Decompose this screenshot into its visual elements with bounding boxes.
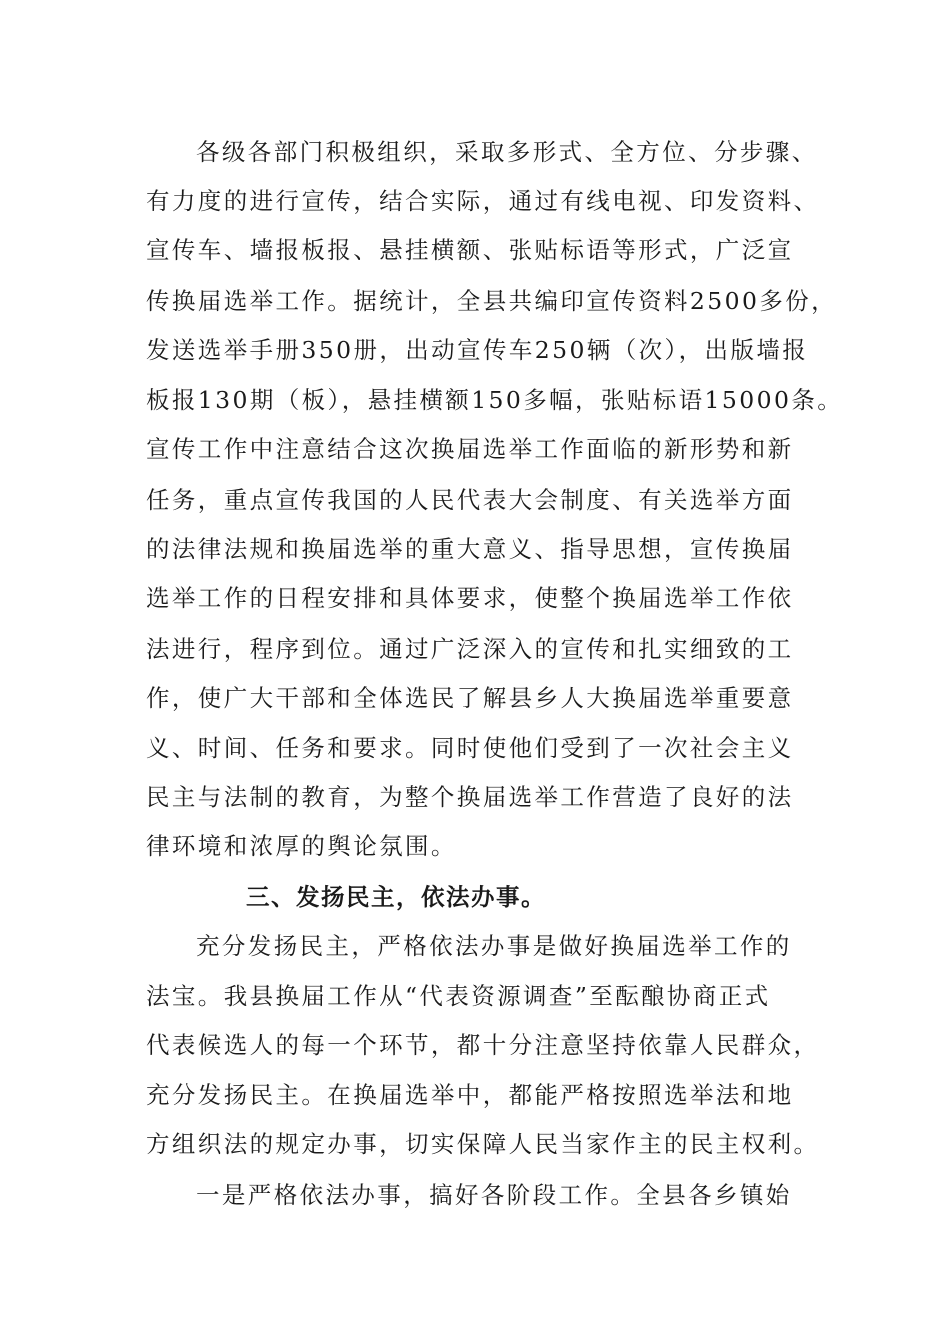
- paragraph-line: 民主与法制的教育，为整个换届选举工作营造了良好的法: [146, 783, 794, 811]
- paragraph-line: 充分发扬民主。在换届选举中，都能严格按照选举法和地: [146, 1081, 794, 1109]
- paragraph-line: 发送选举手册350册，出动宣传车250辆（次），出版墙报: [146, 336, 809, 364]
- paragraph-line: 有力度的进行宣传，结合实际，通过有线电视、印发资料、: [146, 187, 820, 215]
- paragraph-line: 传换届选举工作。据统计，全县共编印宣传资料2500多份，: [146, 287, 838, 315]
- paragraph-line: 任务，重点宣传我国的人民代表大会制度、有关选举方面: [146, 486, 794, 514]
- paragraph-line: 法进行，程序到位。通过广泛深入的宣传和扎实细致的工: [146, 635, 794, 663]
- paragraph-line: 选举工作的日程安排和具体要求，使整个换届选举工作依: [146, 584, 794, 612]
- paragraph-line: 充分发扬民主，严格依法办事是做好换届选举工作的: [196, 932, 792, 960]
- paragraph-line: 各级各部门积极组织，采取多形式、全方位、分步骤、: [196, 138, 818, 166]
- paragraph-line: 的法律法规和换届选举的重大意义、指导思想，宣传换届: [146, 535, 794, 563]
- paragraph-line: 义、时间、任务和要求。同时使他们受到了一次社会主义: [146, 734, 794, 762]
- paragraph-line: 作，使广大干部和全体选民了解县乡人大换届选举重要意: [146, 684, 794, 712]
- paragraph-line: 代表候选人的每一个环节，都十分注意坚持依靠人民群众，: [146, 1031, 820, 1059]
- paragraph-line: 一是严格依法办事，搞好各阶段工作。全县各乡镇始: [196, 1181, 792, 1209]
- paragraph-line: 宣传工作中注意结合这次换届选举工作面临的新形势和新: [146, 435, 794, 463]
- paragraph-line: 宣传车、墙报板报、悬挂横额、张贴标语等形式，广泛宣: [146, 236, 794, 264]
- paragraph-line: 法宝。我县换届工作从“代表资源调查”至酝酿协商正式: [146, 982, 771, 1010]
- paragraph-line: 方组织法的规定办事，切实保障人民当家作主的民主权利。: [146, 1130, 820, 1158]
- section-heading: 三、发扬民主，依法办事。: [246, 883, 546, 911]
- paragraph-line: 板报130期（板），悬挂横额150多幅，张贴标语15000条。: [146, 386, 844, 414]
- paragraph-line: 律环境和浓厚的舆论氛围。: [146, 832, 457, 860]
